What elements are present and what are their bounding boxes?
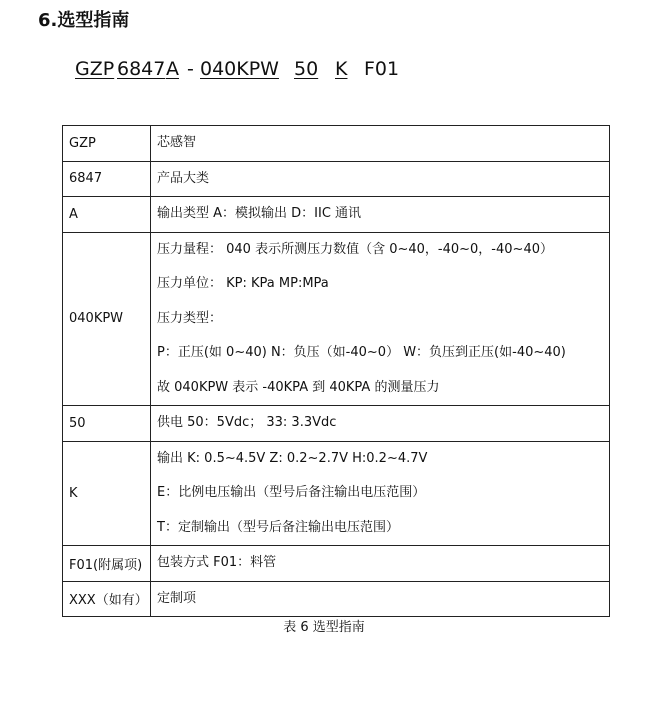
description-line: 压力单位： KP: KPa MP:MPa — [157, 276, 329, 291]
code-segment-series: GZP — [75, 58, 115, 80]
code-segment-separator: - — [187, 58, 194, 80]
row-code-cell: 6847 — [63, 161, 151, 197]
row-description-cell — [151, 232, 610, 406]
selection-guide-table — [62, 125, 610, 617]
row-description-cell — [151, 441, 610, 546]
row-code-cell: XXX（如有） — [63, 581, 151, 617]
table-row — [63, 441, 610, 546]
row-description-cell — [151, 126, 610, 162]
row-code-cell: 50 — [63, 406, 151, 442]
code-segment-supply: 50 — [294, 58, 319, 80]
table-row — [63, 232, 610, 406]
code-segment-package: F01 — [364, 58, 400, 80]
description-line: 产品大类 — [157, 170, 210, 186]
row-code-cell: 040KPW — [63, 232, 151, 406]
table-caption: 表 6 选型指南 — [283, 620, 365, 635]
row-description-cell — [151, 546, 610, 582]
section-heading: 6.选型指南 — [38, 10, 130, 31]
row-description-cell — [151, 406, 610, 442]
description-line: 包装方式 F01：料管 — [157, 555, 277, 570]
table-row — [63, 406, 610, 442]
row-code-cell: GZP — [63, 126, 151, 162]
row-code-cell: K — [63, 441, 151, 546]
code-segment-category: 6847 — [117, 58, 166, 80]
table-row — [63, 126, 610, 162]
description-line: 压力类型： — [157, 310, 223, 326]
code-segment-output: K — [335, 58, 348, 80]
description-line: 输出类型 A：模拟输出 D：IIC 通讯 — [157, 206, 362, 221]
description-line: 芯感智 — [157, 135, 197, 150]
row-description-cell — [151, 581, 610, 617]
code-segment-range: 040KPW — [200, 58, 279, 80]
description-line: 定制项 — [157, 590, 197, 606]
table-row — [63, 546, 610, 582]
table-row — [63, 161, 610, 197]
row-code-cell: F01(附属项) — [63, 546, 151, 582]
description-line: T：定制输出（型号后备注输出电压范围） — [157, 519, 399, 535]
row-description-cell — [151, 161, 610, 197]
table-row — [63, 581, 610, 617]
description-line: E：比例电压输出（型号后备注输出电压范围） — [157, 485, 426, 500]
description-line: P：正压(如 0~40) N：负压（如-40~0） W：负压到正压(如-40~40) — [157, 345, 566, 360]
description-line: 故 040KPW 表示 -40KPA 到 40KPA 的测量压力 — [157, 379, 440, 395]
row-description-cell — [151, 197, 610, 233]
description-line: 供电 50：5Vdc； 33: 3.3Vdc — [157, 415, 337, 430]
table-row — [63, 197, 610, 233]
description-line: 压力量程： 040 表示所测压力数值（含 0~40，-40~0，-40~40） — [157, 241, 553, 257]
description-line: 输出 K: 0.5~4.5V Z: 0.2~2.7V H:0.2~4.7V — [157, 450, 428, 466]
code-segment-output-type: A — [166, 58, 179, 80]
row-code-cell: A — [63, 197, 151, 233]
